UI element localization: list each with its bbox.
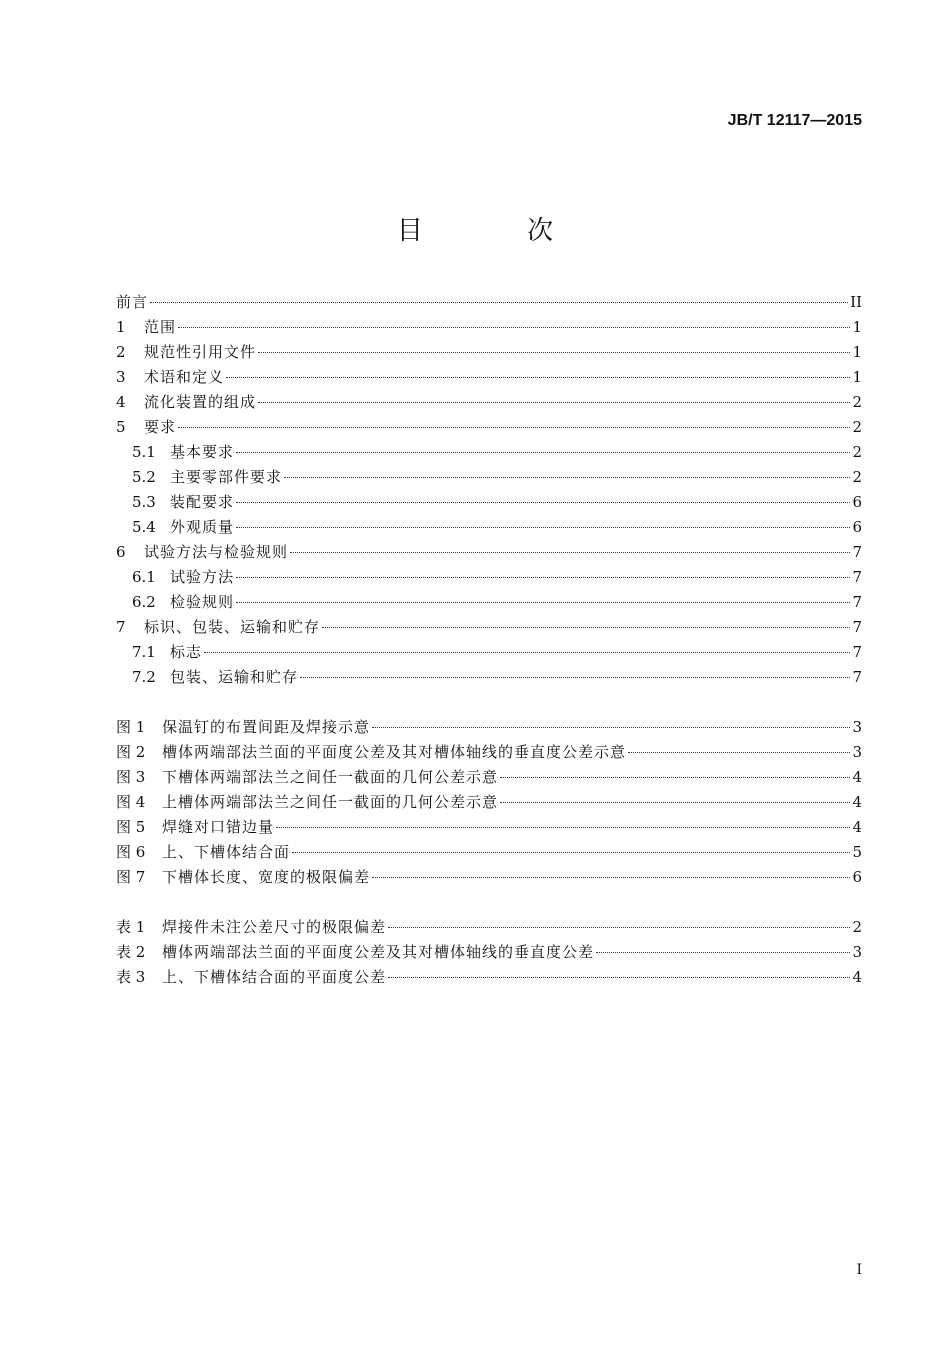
toc-entry-page: 2 [852, 418, 862, 436]
toc-entry-label: 外观质量 [170, 518, 235, 536]
dot-leader [500, 777, 850, 778]
toc-entry[interactable] [116, 440, 862, 465]
toc-caption-entry[interactable] [116, 840, 862, 865]
toc-caption-entry[interactable] [116, 765, 862, 790]
toc-entry-label: 标识、包装、运输和贮存 [144, 618, 321, 636]
toc-entry-page: 7 [852, 543, 862, 561]
toc-entry-page: 7 [852, 593, 862, 611]
toc-entry-page: 4 [852, 968, 862, 986]
toc-entry-number: 7.1 [132, 643, 156, 661]
toc-entry-number: 4 [116, 393, 126, 411]
toc-entry[interactable] [116, 565, 862, 590]
toc-entry[interactable] [116, 465, 862, 490]
toc-entry-page: 1 [852, 343, 862, 361]
toc-caption-entry[interactable] [116, 865, 862, 890]
toc-entry[interactable] [116, 490, 862, 515]
toc-entry[interactable] [116, 340, 862, 365]
toc-entry-label: 包装、运输和贮存 [170, 668, 299, 686]
dot-leader [372, 727, 850, 728]
toc-entry-number: 图 7 [116, 868, 146, 886]
toc-entry-page: 2 [852, 468, 862, 486]
toc-entry-label: 要求 [144, 418, 177, 436]
toc-entry-number: 3 [116, 368, 126, 386]
page-folio: I [856, 1262, 862, 1278]
toc-entry-page: II [850, 293, 862, 311]
dot-leader [236, 602, 850, 603]
dot-leader [300, 677, 850, 678]
dot-leader [178, 427, 850, 428]
toc-entry-page: 7 [852, 643, 862, 661]
toc-entry-number: 表 1 [116, 918, 146, 936]
toc-entry[interactable] [116, 415, 862, 440]
toc-entry-page: 4 [852, 793, 862, 811]
dot-leader [236, 527, 850, 528]
toc-entry-number: 7.2 [132, 668, 156, 686]
toc-entry-page: 4 [852, 768, 862, 786]
toc-entry-number: 图 4 [116, 793, 146, 811]
toc-entry-label: 术语和定义 [144, 368, 225, 386]
dot-leader [596, 952, 850, 953]
toc-entry-page: 6 [852, 518, 862, 536]
toc-entry-number: 图 5 [116, 818, 146, 836]
toc-entry[interactable] [116, 365, 862, 390]
toc-entry[interactable] [116, 640, 862, 665]
toc-entry-label: 试验方法 [170, 568, 235, 586]
toc-entry-label: 检验规则 [170, 593, 235, 611]
toc-entry-number: 5.2 [132, 468, 156, 486]
toc-entry-number: 图 1 [116, 718, 146, 736]
toc-entry-number: 5 [116, 418, 126, 436]
toc-entry-label: 保温钉的布置间距及焊接示意 [162, 718, 371, 736]
toc-entry[interactable] [116, 315, 862, 340]
toc-caption-entry[interactable] [116, 740, 862, 765]
dot-leader [322, 627, 850, 628]
toc-entry-page: 4 [852, 818, 862, 836]
dot-leader [628, 752, 850, 753]
dot-leader [388, 927, 850, 928]
toc-entry-label: 上、下槽体结合面的平面度公差 [162, 968, 387, 986]
toc-entry-page: 2 [852, 918, 862, 936]
dot-leader [150, 302, 848, 303]
toc-entry[interactable] [116, 615, 862, 640]
toc-entry-label: 前言 [116, 293, 149, 311]
toc-entry-page: 3 [852, 718, 862, 736]
toc-entry-label: 范围 [144, 318, 177, 336]
toc-section-list [116, 290, 862, 690]
toc-entry-number: 5.4 [132, 518, 156, 536]
toc-entry-number: 5.1 [132, 443, 156, 461]
toc-entry-number: 图 3 [116, 768, 146, 786]
toc-entry-number: 图 6 [116, 843, 146, 861]
toc-entry-label: 下槽体长度、宽度的极限偏差 [162, 868, 371, 886]
toc-entry-number: 7 [116, 618, 126, 636]
toc-entry-number: 6.1 [132, 568, 156, 586]
toc-entry-label: 主要零部件要求 [170, 468, 283, 486]
toc-entry-page: 5 [852, 843, 862, 861]
toc-entry-page: 7 [852, 668, 862, 686]
dot-leader [258, 352, 850, 353]
toc-entry-number: 1 [116, 318, 126, 336]
toc-entry-page: 7 [852, 618, 862, 636]
toc-entry-page: 1 [852, 318, 862, 336]
toc-caption-entry[interactable] [116, 965, 862, 990]
standard-number: JB/T 12117—2015 [727, 112, 862, 129]
toc-entry-page: 6 [852, 493, 862, 511]
toc-entry-page: 7 [852, 568, 862, 586]
toc-entry-number: 表 2 [116, 943, 146, 961]
toc-caption-entry[interactable] [116, 915, 862, 940]
toc-entry-label: 焊接件未注公差尺寸的极限偏差 [162, 918, 387, 936]
toc-entry-page: 6 [852, 868, 862, 886]
toc-entry-label: 标志 [170, 643, 203, 661]
toc-entry-label: 下槽体两端部法兰之间任一截面的几何公差示意 [162, 768, 499, 786]
dot-leader [226, 377, 850, 378]
toc-entry-page: 1 [852, 368, 862, 386]
toc-entry[interactable] [116, 590, 862, 615]
toc-entry-label: 焊缝对口错边量 [162, 818, 275, 836]
toc-entry-page: 2 [852, 443, 862, 461]
toc-entry-page: 2 [852, 393, 862, 411]
toc-caption-entry[interactable] [116, 790, 862, 815]
toc-entry-label: 上、下槽体结合面 [162, 843, 291, 861]
toc-entry-number: 6 [116, 543, 126, 561]
page-title: 目 次 [396, 216, 602, 246]
toc-entry-number: 2 [116, 343, 126, 361]
toc-entry-number: 图 2 [116, 743, 146, 761]
dot-leader [388, 977, 850, 978]
toc-entry-label: 上槽体两端部法兰之间任一截面的几何公差示意 [162, 793, 499, 811]
toc-entry-label: 流化装置的组成 [144, 393, 257, 411]
toc-entry[interactable] [116, 390, 862, 415]
toc-entry-label: 试验方法与检验规则 [144, 543, 289, 561]
dot-leader [236, 502, 850, 503]
toc-entry-label: 装配要求 [170, 493, 235, 511]
toc-entry-label: 基本要求 [170, 443, 235, 461]
dot-leader [292, 852, 850, 853]
toc-entry-number: 表 3 [116, 968, 146, 986]
dot-leader [284, 477, 850, 478]
dot-leader [290, 552, 850, 553]
toc-entry[interactable] [116, 515, 862, 540]
dot-leader [276, 827, 850, 828]
toc-entry[interactable] [116, 290, 862, 315]
dot-leader [372, 877, 850, 878]
toc-figure-list [116, 715, 862, 890]
toc-entry-label: 槽体两端部法兰面的平面度公差及其对槽体轴线的垂直度公差 [162, 943, 595, 961]
toc-entry-label: 规范性引用文件 [144, 343, 257, 361]
dot-leader [258, 402, 850, 403]
toc-entry-page: 3 [852, 743, 862, 761]
toc-entry[interactable] [116, 540, 862, 565]
dot-leader [236, 577, 850, 578]
dot-leader [204, 652, 850, 653]
dot-leader [178, 327, 850, 328]
toc-caption-entry[interactable] [116, 815, 862, 840]
toc-entry-number: 5.3 [132, 493, 156, 511]
dot-leader [236, 452, 850, 453]
toc-entry-number: 6.2 [132, 593, 156, 611]
dot-leader [500, 802, 850, 803]
toc-entry[interactable] [116, 665, 862, 690]
toc-entry-page: 3 [852, 943, 862, 961]
toc-caption-entry[interactable] [116, 715, 862, 740]
toc-table-list [116, 915, 862, 990]
toc-entry-label: 槽体两端部法兰面的平面度公差及其对槽体轴线的垂直度公差示意 [162, 743, 627, 761]
toc-caption-entry[interactable] [116, 940, 862, 965]
